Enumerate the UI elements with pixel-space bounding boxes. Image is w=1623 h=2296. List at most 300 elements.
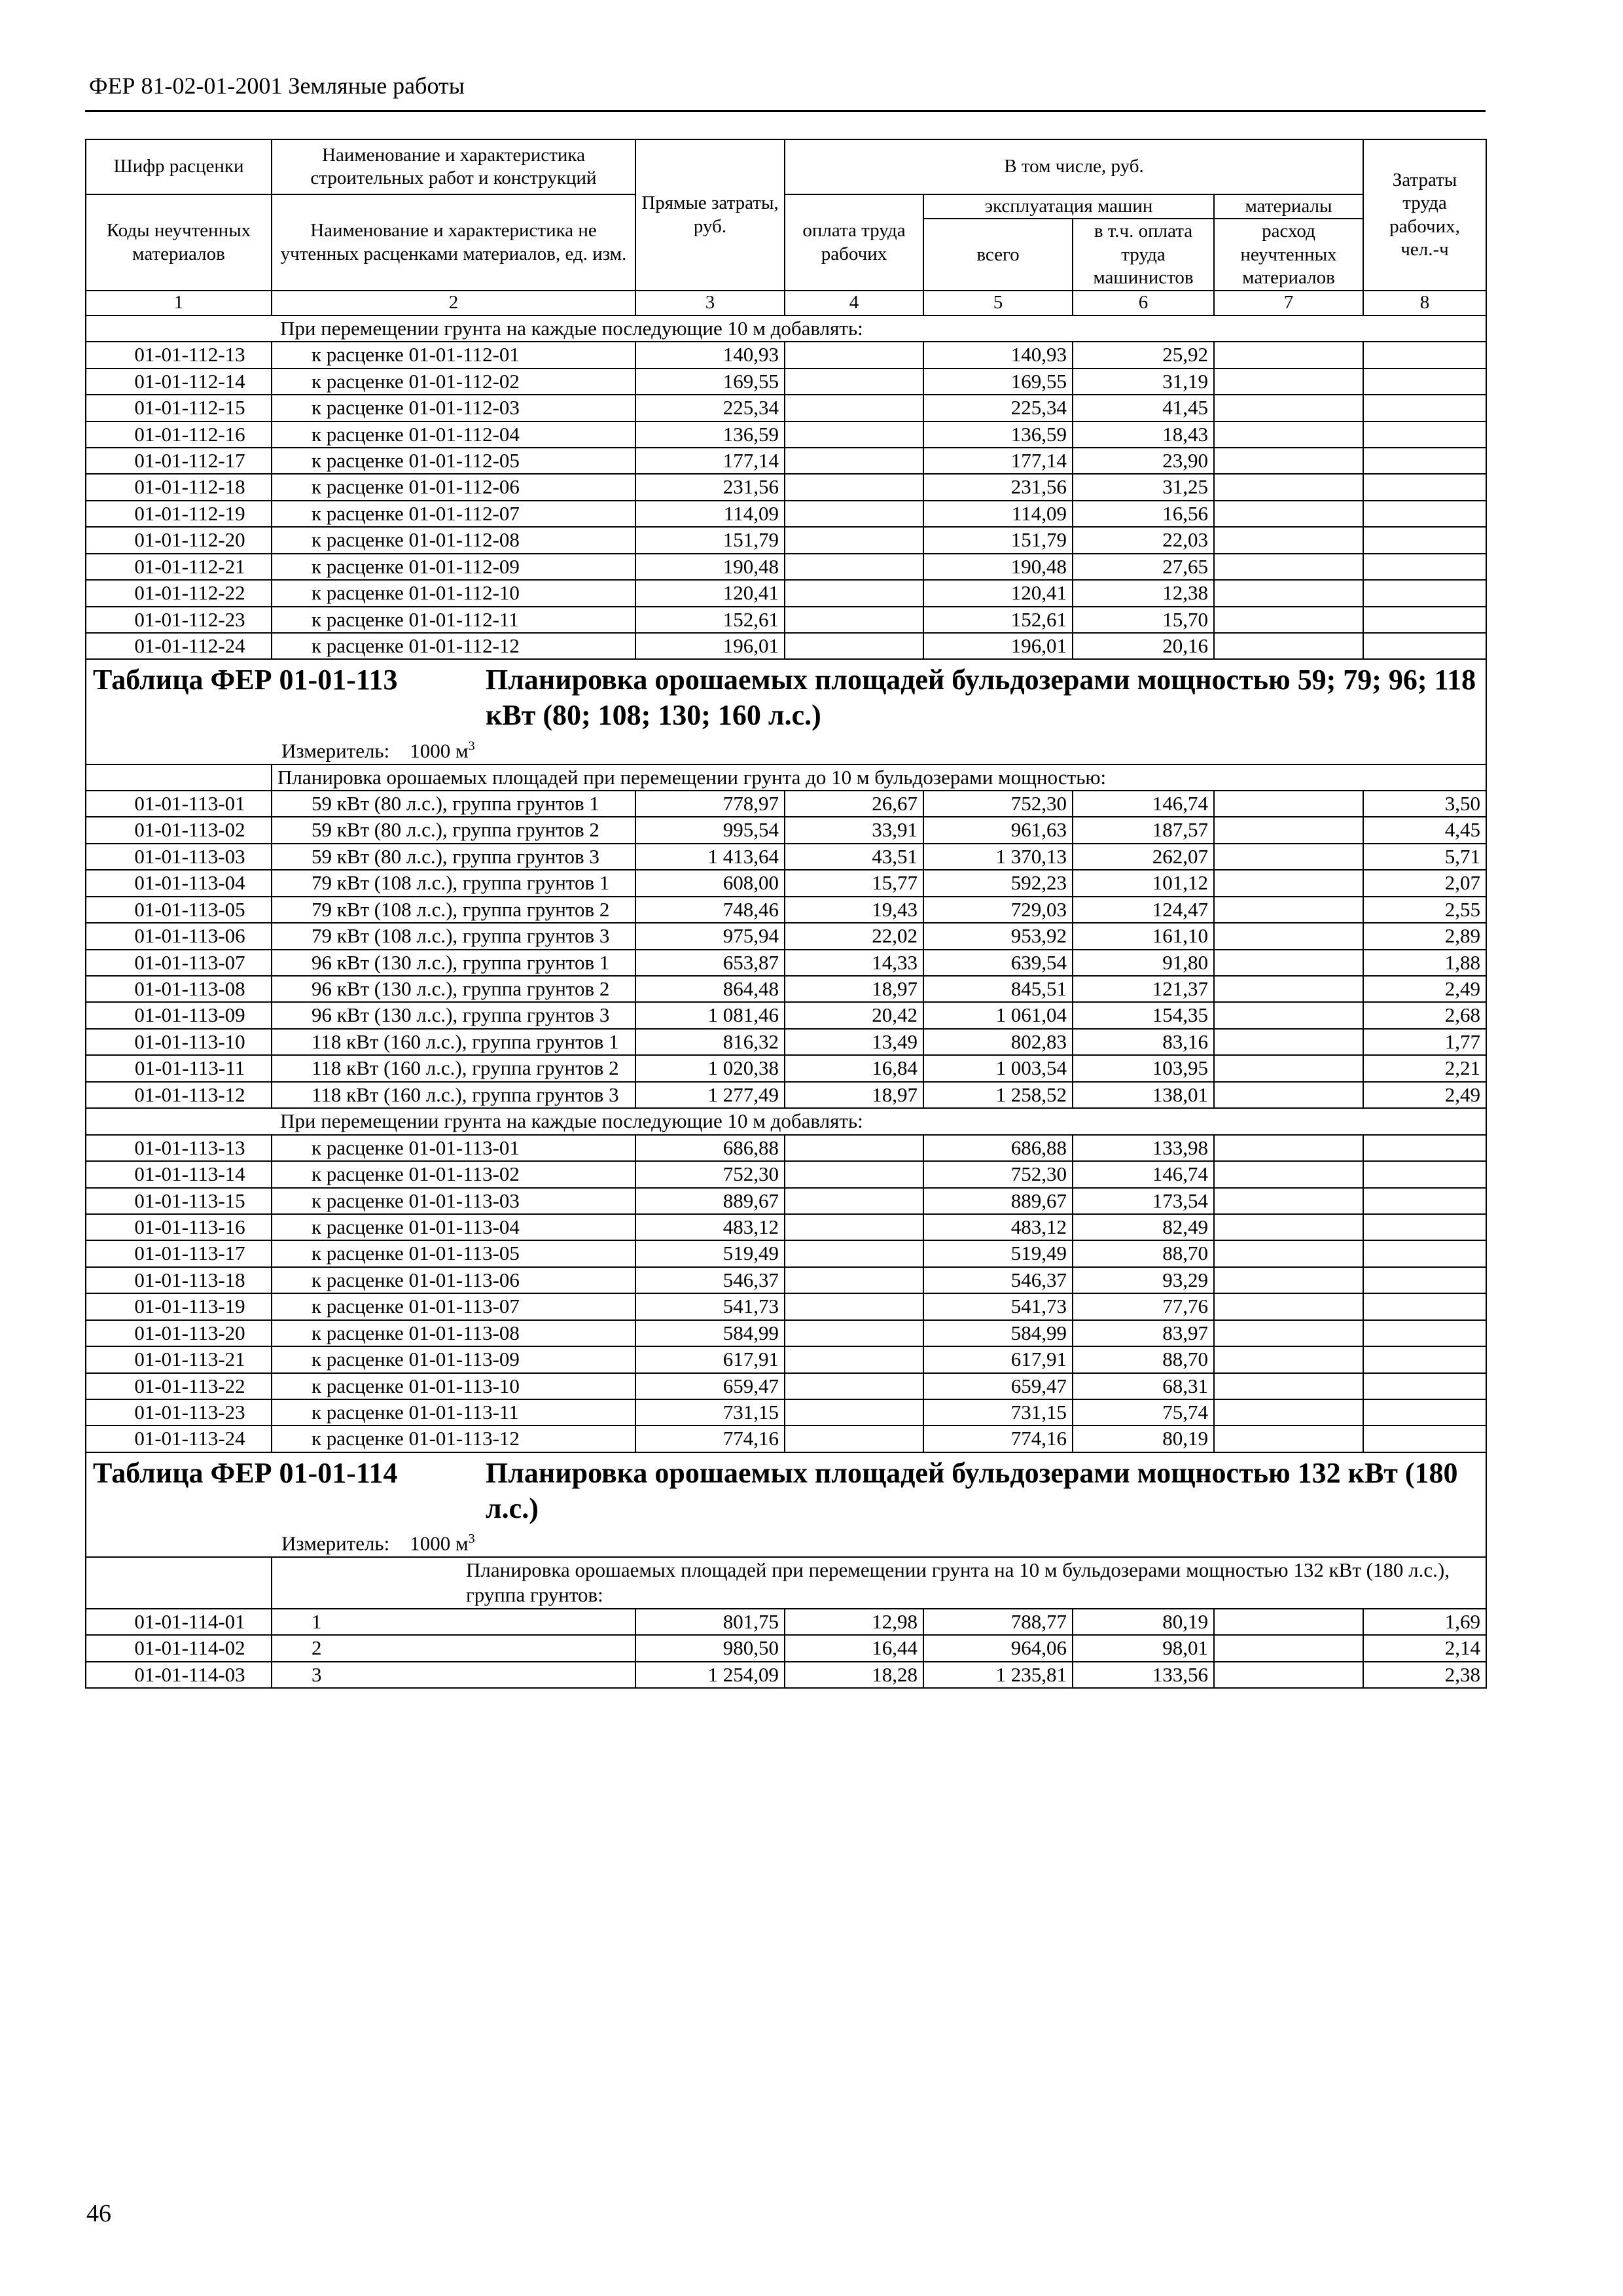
- material-consumption: [1214, 1082, 1363, 1108]
- work-name: 79 кВт (108 л.с.), группа грунтов 1: [272, 870, 635, 896]
- labor-hours: [1363, 422, 1486, 448]
- direct-costs: 980,50: [635, 1635, 785, 1661]
- machinist-pay: 103,95: [1073, 1055, 1214, 1081]
- machinist-pay: 124,47: [1073, 897, 1214, 923]
- work-name: к расценке 01-01-112-10: [272, 580, 635, 606]
- rate-code: 01-01-113-17: [86, 1240, 272, 1266]
- labor-pay: 19,43: [785, 897, 923, 923]
- work-name: к расценке 01-01-112-01: [272, 342, 635, 368]
- labor-pay: 18,28: [785, 1662, 923, 1688]
- rate-code: 01-01-112-24: [86, 633, 272, 659]
- direct-costs: 120,41: [635, 580, 785, 606]
- section-label: При перемещении грунта на каждые последующие 10 м добавлять:: [86, 315, 1486, 342]
- material-consumption: [1214, 844, 1363, 870]
- work-name: к расценке 01-01-112-07: [272, 501, 635, 527]
- column-number: 4: [785, 291, 923, 315]
- material-consumption: [1214, 448, 1363, 474]
- direct-costs: 816,32: [635, 1029, 785, 1055]
- labor-hours: [1363, 1214, 1486, 1240]
- rate-row: [86, 1082, 1486, 1108]
- rate-code: 01-01-113-19: [86, 1293, 272, 1319]
- rate-row: [86, 1267, 1486, 1293]
- rate-row: [86, 607, 1486, 633]
- machine-total: 231,56: [923, 474, 1073, 500]
- labor-pay: [785, 1214, 923, 1240]
- labor-pay: 14,33: [785, 950, 923, 976]
- table-114-heading: [86, 1452, 1486, 1609]
- rate-row: [86, 1609, 1486, 1635]
- rate-row: [86, 897, 1486, 923]
- measure-value: 1000 м: [410, 1532, 469, 1555]
- rate-row: [86, 817, 1486, 843]
- labor-hours: [1363, 1346, 1486, 1372]
- rate-code: 01-01-113-24: [86, 1426, 272, 1452]
- labor-hours: 1,69: [1363, 1609, 1486, 1635]
- direct-costs: 752,30: [635, 1161, 785, 1187]
- machine-total: 584,99: [923, 1320, 1073, 1346]
- rates-table: [85, 139, 1487, 1689]
- measure-line: [92, 1531, 1480, 1556]
- measure-line: [92, 738, 1480, 764]
- column-number: 2: [272, 291, 635, 315]
- section-label: Планировка орошаемых площадей при перемещении грунта на 10 м бульдозерами мощностью 132 кВт (180 л.с.), группа грунтов:: [272, 1557, 1486, 1609]
- labor-hours: 2,21: [1363, 1055, 1486, 1081]
- rate-row: [86, 580, 1486, 606]
- direct-costs: 140,93: [635, 342, 785, 368]
- table-number: Таблица ФЕР 01-01-114: [93, 1456, 398, 1489]
- labor-pay: [785, 422, 923, 448]
- labor-pay: 12,98: [785, 1609, 923, 1635]
- labor-hours: 1,77: [1363, 1029, 1486, 1055]
- machine-total: 152,61: [923, 607, 1073, 633]
- header-material-codes: Коды неучтенных материалов: [86, 194, 272, 291]
- material-consumption: [1214, 607, 1363, 633]
- table-title-cell: [86, 1452, 1486, 1557]
- rate-row: [86, 1161, 1486, 1187]
- machinist-pay: 146,74: [1073, 1161, 1214, 1187]
- labor-pay: 13,49: [785, 1029, 923, 1055]
- measure-label: Измеритель:: [281, 1532, 390, 1555]
- measure-value: 1000 м: [410, 739, 469, 762]
- material-consumption: [1214, 1609, 1363, 1635]
- work-name: 96 кВт (130 л.с.), группа грунтов 1: [272, 950, 635, 976]
- machine-total: 617,91: [923, 1346, 1073, 1372]
- machinist-pay: 83,16: [1073, 1029, 1214, 1055]
- work-name: к расценке 01-01-113-01: [272, 1135, 635, 1161]
- machine-total: 541,73: [923, 1293, 1073, 1319]
- rate-row: [86, 1188, 1486, 1214]
- header-material-consumption: расход неучтенных материалов: [1214, 219, 1363, 291]
- rate-code: 01-01-113-13: [86, 1135, 272, 1161]
- work-name: к расценке 01-01-113-12: [272, 1426, 635, 1452]
- header-material-names: Наименование и характеристика не учтенных расценками материалов, ед. изм.: [272, 194, 635, 291]
- rate-row: [86, 527, 1486, 553]
- direct-costs: 136,59: [635, 422, 785, 448]
- material-consumption: [1214, 817, 1363, 843]
- direct-costs: 801,75: [635, 1609, 785, 1635]
- rate-row: [86, 1214, 1486, 1240]
- machine-total: 889,67: [923, 1188, 1073, 1214]
- rate-row: [86, 870, 1486, 896]
- machinist-pay: 173,54: [1073, 1188, 1214, 1214]
- table-title-row: [86, 1452, 1486, 1557]
- labor-pay: [785, 342, 923, 368]
- rate-code: 01-01-113-07: [86, 950, 272, 976]
- direct-costs: 864,48: [635, 976, 785, 1002]
- rate-code: 01-01-113-04: [86, 870, 272, 896]
- machinist-pay: 146,74: [1073, 791, 1214, 817]
- rate-row: [86, 976, 1486, 1002]
- section-row: [86, 764, 1486, 791]
- labor-hours: [1363, 580, 1486, 606]
- machinist-pay: 80,19: [1073, 1609, 1214, 1635]
- rate-code: 01-01-113-15: [86, 1188, 272, 1214]
- rate-code: 01-01-112-16: [86, 422, 272, 448]
- material-consumption: [1214, 422, 1363, 448]
- labor-hours: 2,14: [1363, 1635, 1486, 1661]
- rate-row: [86, 1426, 1486, 1452]
- machine-total: 196,01: [923, 633, 1073, 659]
- machine-total: 177,14: [923, 448, 1073, 474]
- material-consumption: [1214, 527, 1363, 553]
- work-name: к расценке 01-01-113-05: [272, 1240, 635, 1266]
- rate-row: [86, 395, 1486, 421]
- column-number: 7: [1214, 291, 1363, 315]
- rate-row: [86, 633, 1486, 659]
- machine-total: 752,30: [923, 791, 1073, 817]
- rate-code: 01-01-113-14: [86, 1161, 272, 1187]
- machinist-pay: 27,65: [1073, 554, 1214, 580]
- machinist-pay: 15,70: [1073, 607, 1214, 633]
- rate-row: [86, 368, 1486, 395]
- work-name: к расценке 01-01-113-06: [272, 1267, 635, 1293]
- section-row: [86, 1108, 1486, 1134]
- work-name: к расценке 01-01-113-08: [272, 1320, 635, 1346]
- direct-costs: 889,67: [635, 1188, 785, 1214]
- rate-code: 01-01-113-06: [86, 923, 272, 949]
- machine-total: 953,92: [923, 923, 1073, 949]
- material-consumption: [1214, 1055, 1363, 1081]
- machinist-pay: 16,56: [1073, 501, 1214, 527]
- machine-total: 120,41: [923, 580, 1073, 606]
- machinist-pay: 18,43: [1073, 422, 1214, 448]
- table-number: Таблица ФЕР 01-01-113: [93, 664, 398, 696]
- work-name: к расценке 01-01-113-04: [272, 1214, 635, 1240]
- rate-row: [86, 1002, 1486, 1028]
- labor-pay: 15,77: [785, 870, 923, 896]
- material-consumption: [1214, 1320, 1363, 1346]
- header-materials: материалы: [1214, 194, 1363, 219]
- header-machine-operation: эксплуатация машин: [923, 194, 1214, 219]
- header-machine-total: всего: [923, 219, 1073, 291]
- direct-costs: 483,12: [635, 1214, 785, 1240]
- work-name: к расценке 01-01-112-08: [272, 527, 635, 553]
- labor-hours: [1363, 1267, 1486, 1293]
- rate-code: 01-01-113-16: [86, 1214, 272, 1240]
- rate-code: 01-01-112-19: [86, 501, 272, 527]
- rows-114: [86, 1609, 1486, 1688]
- direct-costs: 519,49: [635, 1240, 785, 1266]
- labor-hours: [1363, 527, 1486, 553]
- rate-row: [86, 950, 1486, 976]
- direct-costs: 225,34: [635, 395, 785, 421]
- rate-code: 01-01-113-09: [86, 1002, 272, 1028]
- machinist-pay: 93,29: [1073, 1267, 1214, 1293]
- direct-costs: 1 277,49: [635, 1082, 785, 1108]
- material-consumption: [1214, 791, 1363, 817]
- labor-pay: [785, 448, 923, 474]
- machinist-pay: 31,25: [1073, 474, 1214, 500]
- machinist-pay: 133,56: [1073, 1662, 1214, 1688]
- machine-total: 136,59: [923, 422, 1073, 448]
- table-header: [86, 139, 1486, 315]
- labor-hours: 2,55: [1363, 897, 1486, 923]
- rate-row: [86, 1135, 1486, 1161]
- labor-pay: [785, 395, 923, 421]
- measure-exponent: 3: [468, 738, 475, 753]
- header-direct-costs: Прямые затраты, руб.: [635, 139, 785, 291]
- material-consumption: [1214, 897, 1363, 923]
- labor-pay: [785, 1135, 923, 1161]
- rate-code: 01-01-112-18: [86, 474, 272, 500]
- machine-total: 592,23: [923, 870, 1073, 896]
- table-113-additions-heading: [86, 1108, 1486, 1134]
- material-consumption: [1214, 1426, 1363, 1452]
- direct-costs: 584,99: [635, 1320, 785, 1346]
- header-name: Наименование и характеристика строительных работ и конструкций: [272, 139, 635, 194]
- direct-costs: 1 081,46: [635, 1002, 785, 1028]
- direct-costs: 995,54: [635, 817, 785, 843]
- material-consumption: [1214, 1662, 1363, 1688]
- column-number: 6: [1073, 291, 1214, 315]
- work-name: 79 кВт (108 л.с.), группа грунтов 3: [272, 923, 635, 949]
- labor-hours: [1363, 554, 1486, 580]
- rate-code: 01-01-113-05: [86, 897, 272, 923]
- material-consumption: [1214, 976, 1363, 1002]
- machinist-pay: 121,37: [1073, 976, 1214, 1002]
- material-consumption: [1214, 342, 1363, 368]
- work-name: 118 кВт (160 л.с.), группа грунтов 1: [272, 1029, 635, 1055]
- labor-hours: [1363, 1320, 1486, 1346]
- machinist-pay: 138,01: [1073, 1082, 1214, 1108]
- table-title: [92, 662, 1480, 732]
- direct-costs: 1 020,38: [635, 1055, 785, 1081]
- direct-costs: 546,37: [635, 1267, 785, 1293]
- work-name: к расценке 01-01-113-07: [272, 1293, 635, 1319]
- header-labor-pay: оплата труда рабочих: [785, 194, 923, 291]
- table-113-heading: [86, 659, 1486, 791]
- material-consumption: [1214, 1267, 1363, 1293]
- labor-pay: 16,44: [785, 1635, 923, 1661]
- labor-pay: 18,97: [785, 1082, 923, 1108]
- direct-costs: 1 254,09: [635, 1662, 785, 1688]
- work-name: 3: [272, 1662, 635, 1688]
- machinist-pay: 77,76: [1073, 1293, 1214, 1319]
- labor-pay: [785, 1426, 923, 1452]
- rate-code: 01-01-113-22: [86, 1373, 272, 1399]
- material-consumption: [1214, 923, 1363, 949]
- labor-hours: [1363, 607, 1486, 633]
- material-consumption: [1214, 1399, 1363, 1426]
- labor-pay: [785, 1373, 923, 1399]
- work-name: к расценке 01-01-113-09: [272, 1346, 635, 1372]
- material-consumption: [1214, 554, 1363, 580]
- work-name: 59 кВт (80 л.с.), группа грунтов 1: [272, 791, 635, 817]
- material-consumption: [1214, 870, 1363, 896]
- machinist-pay: 20,16: [1073, 633, 1214, 659]
- machine-total: 659,47: [923, 1373, 1073, 1399]
- rate-row: [86, 422, 1486, 448]
- machinist-pay: 262,07: [1073, 844, 1214, 870]
- labor-pay: [785, 1240, 923, 1266]
- rate-code: 01-01-112-20: [86, 527, 272, 553]
- header-code: Шифр расценки: [86, 139, 272, 194]
- machinist-pay: 91,80: [1073, 950, 1214, 976]
- section-label: Планировка орошаемых площадей при перемещении грунта до 10 м бульдозерами мощностью:: [272, 764, 1486, 791]
- material-consumption: [1214, 368, 1363, 395]
- labor-pay: [785, 1267, 923, 1293]
- machinist-pay: 22,03: [1073, 527, 1214, 553]
- machinist-pay: 101,12: [1073, 870, 1214, 896]
- table-title-row: [86, 659, 1486, 764]
- machine-total: 114,09: [923, 501, 1073, 527]
- material-consumption: [1214, 1240, 1363, 1266]
- work-name: 96 кВт (130 л.с.), группа грунтов 3: [272, 1002, 635, 1028]
- labor-pay: 43,51: [785, 844, 923, 870]
- material-consumption: [1214, 1135, 1363, 1161]
- rate-code: 01-01-114-03: [86, 1662, 272, 1688]
- header-machinist-pay: в т.ч. оплата труда машинистов: [1073, 219, 1214, 291]
- column-number: 8: [1363, 291, 1486, 315]
- rate-row: [86, 1346, 1486, 1372]
- labor-pay: 22,02: [785, 923, 923, 949]
- labor-hours: [1363, 633, 1486, 659]
- material-consumption: [1214, 474, 1363, 500]
- labor-pay: [785, 474, 923, 500]
- work-name: к расценке 01-01-112-05: [272, 448, 635, 474]
- direct-costs: 152,61: [635, 607, 785, 633]
- rate-row: [86, 554, 1486, 580]
- machinist-pay: 154,35: [1073, 1002, 1214, 1028]
- machinist-pay: 31,19: [1073, 368, 1214, 395]
- labor-hours: [1363, 501, 1486, 527]
- direct-costs: 617,91: [635, 1346, 785, 1372]
- machine-total: 140,93: [923, 342, 1073, 368]
- column-number-row: [86, 291, 1486, 315]
- labor-hours: 2,89: [1363, 923, 1486, 949]
- machine-total: 169,55: [923, 368, 1073, 395]
- rate-row: [86, 1373, 1486, 1399]
- table-title-text: Планировка орошаемых площадей бульдозерами мощностью 132 кВт (180 л.с.): [486, 1456, 1458, 1524]
- rows-113: [86, 791, 1486, 1108]
- rate-code: 01-01-113-18: [86, 1267, 272, 1293]
- labor-pay: [785, 1188, 923, 1214]
- machinist-pay: 68,31: [1073, 1373, 1214, 1399]
- labor-hours: 3,50: [1363, 791, 1486, 817]
- rate-code: 01-01-113-11: [86, 1055, 272, 1081]
- machine-total: 686,88: [923, 1135, 1073, 1161]
- labor-hours: 5,71: [1363, 844, 1486, 870]
- direct-costs: 177,14: [635, 448, 785, 474]
- work-name: 2: [272, 1635, 635, 1661]
- direct-costs: 774,16: [635, 1426, 785, 1452]
- labor-pay: [785, 368, 923, 395]
- rate-row: [86, 1320, 1486, 1346]
- work-name: 118 кВт (160 л.с.), группа грунтов 2: [272, 1055, 635, 1081]
- machine-total: 752,30: [923, 1161, 1073, 1187]
- labor-hours: 4,45: [1363, 817, 1486, 843]
- section-label: При перемещении грунта на каждые последующие 10 м добавлять:: [86, 1108, 1486, 1134]
- direct-costs: 748,46: [635, 897, 785, 923]
- machine-total: 546,37: [923, 1267, 1073, 1293]
- table-title-text: Планировка орошаемых площадей бульдозерами мощностью 59; 79; 96; 118 кВт (80; 108; 130; 160 л.с.): [486, 664, 1476, 732]
- machine-total: 774,16: [923, 1426, 1073, 1452]
- work-name: 118 кВт (160 л.с.), группа грунтов 3: [272, 1082, 635, 1108]
- labor-hours: [1363, 1426, 1486, 1452]
- machine-total: 1 370,13: [923, 844, 1073, 870]
- direct-costs: 541,73: [635, 1293, 785, 1319]
- machinist-pay: 12,38: [1073, 580, 1214, 606]
- direct-costs: 114,09: [635, 501, 785, 527]
- column-number: 3: [635, 291, 785, 315]
- machine-total: 731,15: [923, 1399, 1073, 1426]
- labor-hours: 2,49: [1363, 976, 1486, 1002]
- material-consumption: [1214, 501, 1363, 527]
- page-number: 46: [86, 2200, 111, 2227]
- direct-costs: 975,94: [635, 923, 785, 949]
- machine-total: 1 235,81: [923, 1662, 1073, 1688]
- work-name: к расценке 01-01-112-04: [272, 422, 635, 448]
- measure-exponent: 3: [468, 1532, 475, 1547]
- direct-costs: 659,47: [635, 1373, 785, 1399]
- material-consumption: [1214, 1161, 1363, 1187]
- labor-hours: [1363, 368, 1486, 395]
- material-consumption: [1214, 633, 1363, 659]
- direct-costs: 190,48: [635, 554, 785, 580]
- material-consumption: [1214, 1002, 1363, 1028]
- column-number: 5: [923, 291, 1073, 315]
- rate-code: 01-01-114-01: [86, 1609, 272, 1635]
- work-name: 1: [272, 1609, 635, 1635]
- machine-total: 225,34: [923, 395, 1073, 421]
- labor-hours: 2,07: [1363, 870, 1486, 896]
- header-labor-hours: Затраты труда рабочих, чел.-ч: [1363, 139, 1486, 291]
- rate-code: 01-01-113-10: [86, 1029, 272, 1055]
- machine-total: 802,83: [923, 1029, 1073, 1055]
- machinist-pay: 25,92: [1073, 342, 1214, 368]
- machinist-pay: 133,98: [1073, 1135, 1214, 1161]
- labor-hours: [1363, 1161, 1486, 1187]
- machine-total: 961,63: [923, 817, 1073, 843]
- material-consumption: [1214, 1029, 1363, 1055]
- machine-total: 788,77: [923, 1609, 1073, 1635]
- machinist-pay: 75,74: [1073, 1399, 1214, 1426]
- work-name: к расценке 01-01-113-11: [272, 1399, 635, 1426]
- rate-code: 01-01-112-22: [86, 580, 272, 606]
- work-name: к расценке 01-01-113-03: [272, 1188, 635, 1214]
- running-header: ФЕР 81-02-01-2001 Земляные работы: [89, 73, 465, 99]
- rate-row: [86, 474, 1486, 500]
- machinist-pay: 98,01: [1073, 1635, 1214, 1661]
- machine-total: 190,48: [923, 554, 1073, 580]
- labor-pay: [785, 607, 923, 633]
- material-consumption: [1214, 1346, 1363, 1372]
- empty-cell: [86, 764, 272, 791]
- rate-code: 01-01-112-17: [86, 448, 272, 474]
- material-consumption: [1214, 1188, 1363, 1214]
- labor-pay: [785, 501, 923, 527]
- rate-code: 01-01-112-13: [86, 342, 272, 368]
